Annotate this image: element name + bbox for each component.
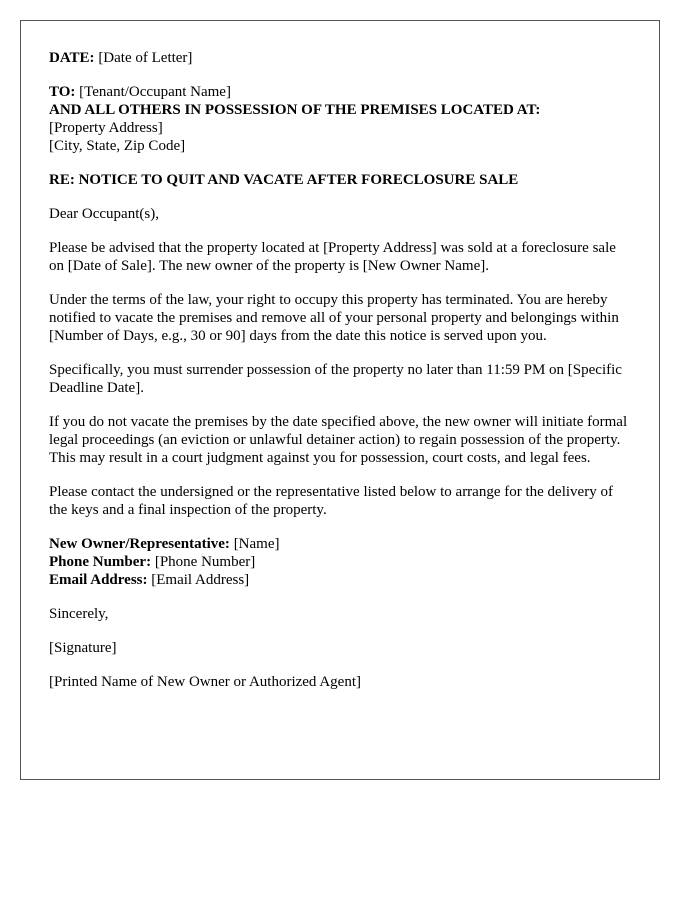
- others-line: [49, 101, 631, 119]
- printed-name: [Printed Name of New Owner or Authorized Agent]: [49, 674, 361, 690]
- body-paragraph: If you do not vacate the premises by the date specified above, the new owner will initiate formal legal proceedings (an eviction or unlawful detainer action) to regain possession of the property. This may result in a court judgment against you for possession, court costs, and legal fees.: [49, 414, 628, 466]
- body-paragraph: Please contact the undersigned or the representative listed below to arrange for the delivery of the keys and a final inspection of the property.: [49, 484, 613, 518]
- date-line: [49, 49, 631, 67]
- city-state-zip: [City, State, Zip Code]: [49, 138, 186, 154]
- date-value: [Date of Letter]: [98, 50, 193, 66]
- recipient-block: [49, 83, 631, 155]
- body-paragraph: Please be advised that the property located at [Property Address] was sold at a foreclosure sale on [Date of Sale]. The new owner of the property is [New Owner Name].: [49, 240, 616, 274]
- others-text: AND ALL OTHERS IN POSSESSION OF THE PREMISES LOCATED AT:: [49, 102, 541, 118]
- closing: Sincerely,: [49, 606, 109, 622]
- email-value: [Email Address]: [151, 572, 250, 588]
- salutation: Dear Occupant(s),: [49, 206, 159, 222]
- email-line: [49, 571, 631, 589]
- letter-document: [20, 20, 660, 780]
- email-label: Email Address:: [49, 572, 148, 588]
- date-label: DATE:: [49, 50, 95, 66]
- to-line: [49, 83, 631, 101]
- subject-line: [49, 171, 631, 189]
- phone-line: [49, 553, 631, 571]
- signature: [Signature]: [49, 640, 117, 656]
- owner-label: New Owner/Representative:: [49, 536, 230, 552]
- property-address: [Property Address]: [49, 120, 163, 136]
- phone-label: Phone Number:: [49, 554, 152, 570]
- owner-value: [Name]: [233, 536, 280, 552]
- subject-text: RE: NOTICE TO QUIT AND VACATE AFTER FORECLOSURE SALE: [49, 172, 519, 188]
- to-value: [Tenant/Occupant Name]: [79, 84, 231, 100]
- contact-block: [49, 535, 631, 589]
- body-paragraph: Under the terms of the law, your right to occupy this property has terminated. You are hereby notified to vacate the premises and remove all of your personal property and belongings within [Number of Days, e.g., 30 or 90] days from the date this notice is served upon you.: [49, 292, 619, 344]
- phone-value: [Phone Number]: [154, 554, 256, 570]
- owner-line: [49, 535, 631, 553]
- to-label: TO:: [49, 84, 76, 100]
- body-paragraph: Specifically, you must surrender possession of the property no later than 11:59 PM on [Specific Deadline Date].: [49, 362, 622, 396]
